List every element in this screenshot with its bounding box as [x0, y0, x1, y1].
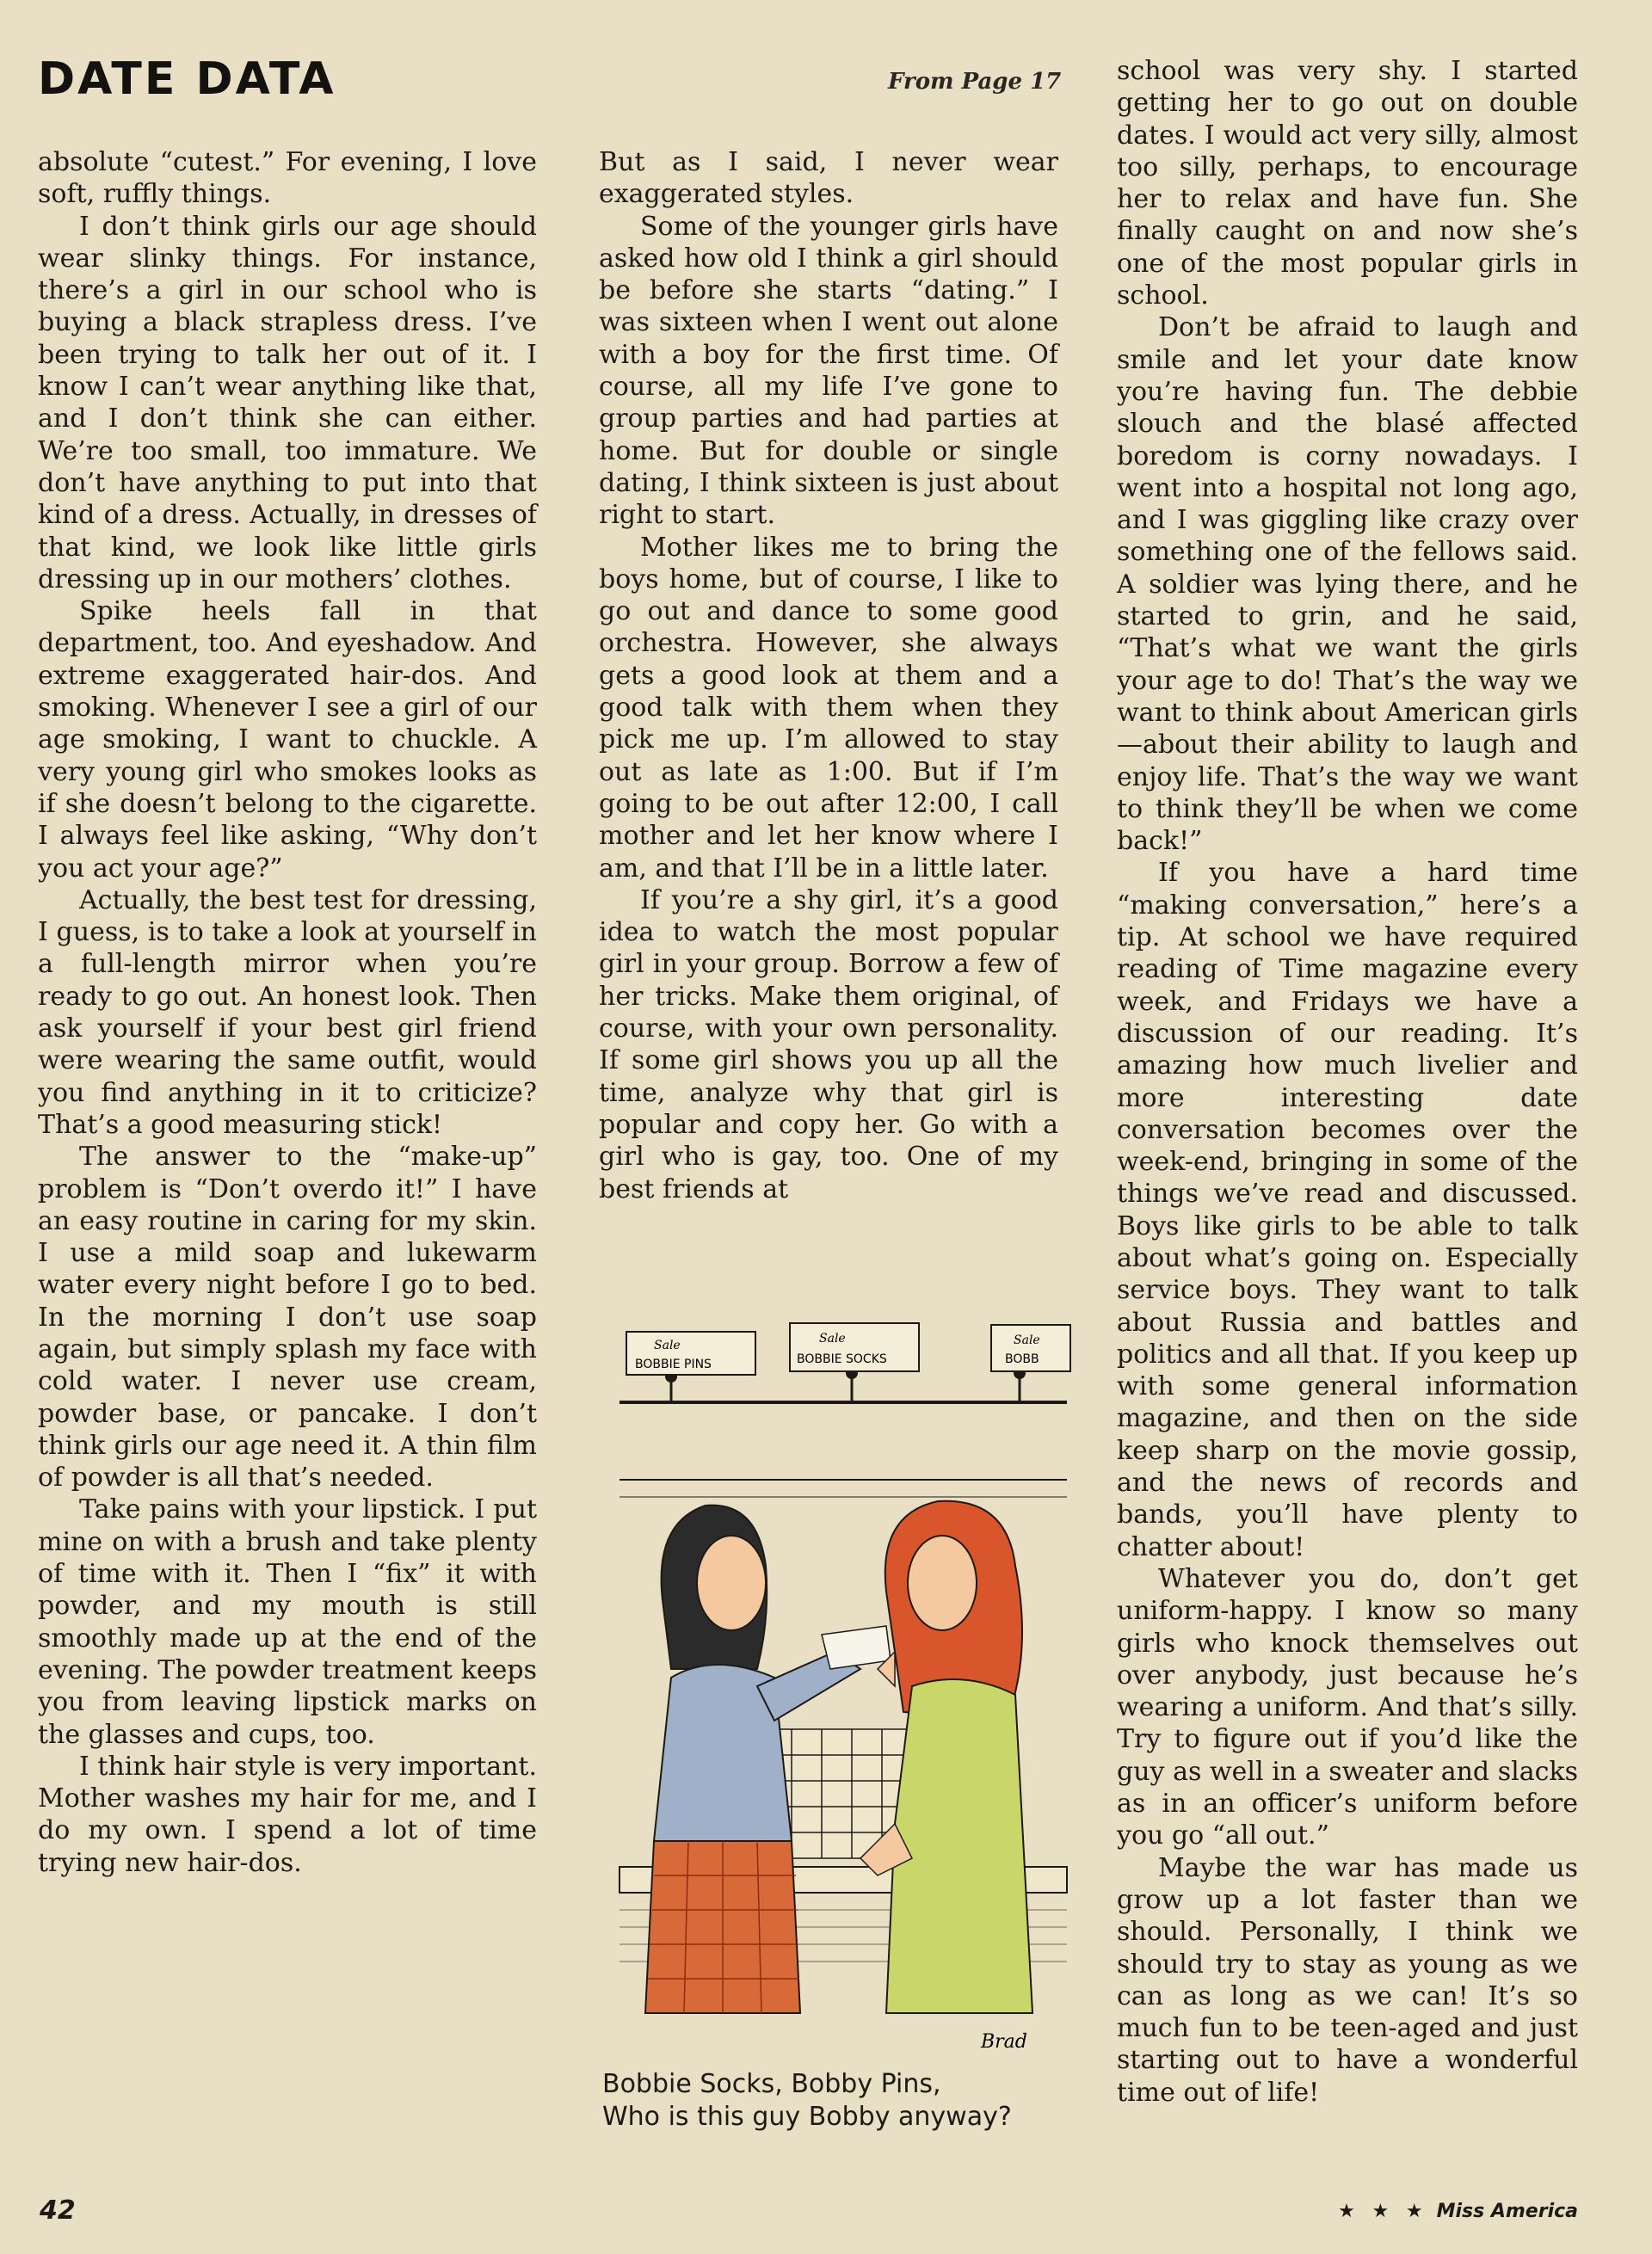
star-icon: ★ ★ ★ [1338, 2201, 1428, 2222]
text-column-2 [599, 146, 1058, 1205]
paragraph: Whatever you do, don’t get uniform-happy. I know so many girls who knock themselves out over anybody, just because he’s wearing a uniform. And that’s silly. Try to figure out if you’d like the guy as well in a sweater and slacks as in an officer’s uniform before you go “all out.” [1117, 1563, 1578, 1851]
paragraph: absolute “cutest.” For evening, I love soft, ruffly things. [38, 147, 537, 210]
held-item [822, 1626, 891, 1669]
sign-script: Sale [1014, 1333, 1040, 1347]
paragraph: If you’re a shy girl, it’s a good idea to watch the most popular girl in your group. Borrow a few of her tricks. Make them original, of course, with your own personality. If some girl shows you up all the time, analyze why that girl is popular and copy her. Go with a girl who is gay, too. One of my best friends at [599, 884, 1058, 1204]
sign-bobbie-pins [626, 1332, 755, 1402]
footer-magazine-credit [1338, 2201, 1578, 2222]
magazine-name: Miss America [1436, 2201, 1578, 2222]
paragraph: Don’t be afraid to laugh and smile and let your date know you’re having fun. The debbie slouch and the blasé affected boredom is corny nowadays. I went into a hospital not long ago, and I was giggling like crazy over something one of the fellows said. A soldier was lying there, and he started to grin, and he said, “That’s what we want the girls your age to do! That’s the way we want to think about American girls—about their ability to laugh and enjoy life. That’s the way we want to think they’ll be when we come back!” [1117, 312, 1578, 857]
paragraph: school was very shy. I started getting her to go out on double dates. I would act very silly, almost too silly, perhaps, to encourage her to relax and have fun. She finally caught on and now she’s one of the most popular girls in school. [1117, 56, 1578, 311]
text-column-3 [1117, 55, 1578, 2109]
sign-script: Sale [654, 1339, 681, 1352]
illustration-caption [602, 2068, 1084, 2134]
sign-label: BOBBIE SOCKS [797, 1352, 887, 1366]
paragraph: Spike heels fall in that department, too. And eyeshadow. And extreme exaggerated hair-dos. And smoking. Whenever I see a girl of our age smoking, I want to chuckle. A very young girl who smokes looks as if she doesn’t belong to the cigarette. I always feel like asking, “Why don’t you act your age?” [38, 596, 537, 884]
paragraph: Some of the younger girls have asked how old I think a girl should be before she starts “dating.” I was sixteen when I went out alone with a boy for the first time. Of course, all my life I’ve gone to group parties and had parties at home. But for double or single dating, I think sixteen is just about right to start. [599, 211, 1058, 531]
paragraph: Take pains with your lipstick. I put mine on with a brush and take plenty of time with it. Then I “fix” it with powder, and my mouth is still smoothly made up at the end of the evening. The powder treatment keeps you from leaving lipstick marks on the glasses and cups, too. [38, 1494, 537, 1750]
caption-line: Bobbie Socks, Bobby Pins, [602, 2069, 941, 2099]
paragraph: If you have a hard time “making conversation,” here’s a tip. At school we have required reading of Time magazine every week, and Fridays we have a discussion of our reading. It’s amazing how much livelier and more interesting date conversation becomes over the week-end, bringing in some of the things we’ve read and discussed. Boys like girls to be able to talk about what’s going on. Especially service boys. They want to talk about Russia and battles and politics and all that. If you keep up with some general information magazine, and then on the side keep sharp on the movie gossip, and the news of records and bands, you’ll have plenty to chatter about! [1117, 858, 1578, 1562]
sign-label: BOBBIE PINS [635, 1358, 712, 1371]
caption-line: Who is this guy Bobby anyway? [602, 2102, 1012, 2132]
paragraph: I think hair style is very important. Mother washes my hair for me, and I do my own. I spend a lot of time trying new hair-dos. [38, 1751, 537, 1878]
paragraph: Maybe the war has made us grow up a lot faster than we should. Personally, I think we should try to stay as young as we can as long as we can! It’s so much fun to be teen-aged and just starting out to have a wonderful time out of life! [1117, 1852, 1578, 2108]
sign-bobbie-socks [790, 1323, 919, 1402]
artist-signature: Brad [981, 2031, 1027, 2053]
paragraph: But as I said, I never wear exaggerated styles. [599, 147, 1058, 210]
paragraph: The answer to the “make-up” problem is “Don’t overdo it!” I have an easy routine in caring for my skin. I use a mild soap and lukewarm water every night before I go to bed. In the morning I don’t use soap again, but simply splash my face with cold water. I never use cream, powder base, or pancake. I don’t think girls our age need it. A thin film of powder is all that’s needed. [38, 1142, 537, 1493]
illustration-two-girls-shopping [602, 1308, 1074, 2065]
continued-from-label: From Page 17 [888, 69, 1062, 95]
article-title: DATE DATA [38, 53, 336, 105]
sign-label: BOBB [1005, 1352, 1039, 1366]
sign-script: Sale [819, 1332, 846, 1346]
text-column-1 [38, 146, 537, 1879]
sign-bobb [991, 1325, 1070, 1402]
page-number: 42 [40, 2195, 76, 2226]
paragraph: I don’t think girls our age should wear slinky things. For instance, there’s a girl in our school who is buying a black strapless dress. I’ve been trying to talk her out of it. I know I can’t wear anything like that, and I don’t think she can either. We’re too small, too immature. We don’t have anything to put into that kind of a dress. Actually, in dresses of that kind, we look like little girls dressing up in our mothers’ clothes. [38, 211, 537, 594]
paragraph: Mother likes me to bring the boys home, but of course, I like to go out and dance to some good orchestra. However, she always gets a good look at them and a good talk with them when they pick me up. I’m allowed to stay out as late as 1:00. But if I’m going to be out after 12:00, I call mother and let her know where I am, and that I’ll be in a little later. [599, 532, 1058, 884]
paragraph: Actually, the best test for dressing, I guess, is to take a look at yourself in a full-length mirror when you’re ready to go out. An honest look. Then ask yourself if your best girl friend were wearing the same outfit, would you find anything in it to criticize? That’s a good measuring stick! [38, 884, 537, 1140]
